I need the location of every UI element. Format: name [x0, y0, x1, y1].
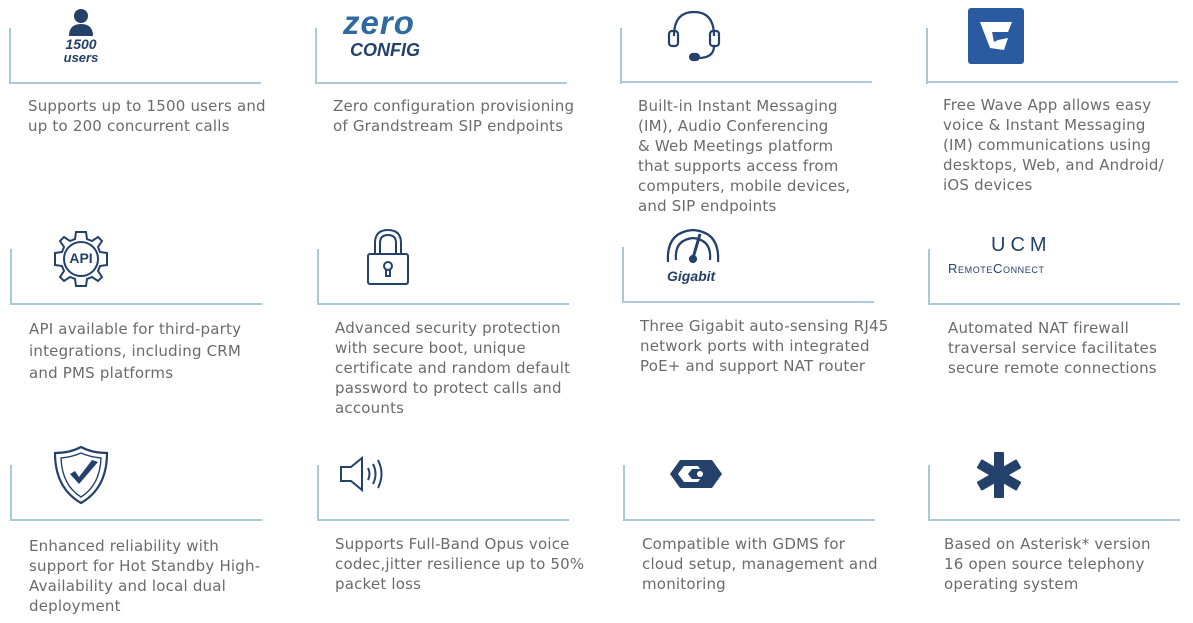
- desc-line: Compatible with GDMS for: [642, 535, 846, 553]
- desc-line: 16 open source telephony: [944, 555, 1145, 573]
- card-accent-vertical: [10, 249, 12, 305]
- feature-description: [333, 96, 583, 136]
- card-accent-horizontal: [10, 303, 262, 305]
- card-accent-horizontal: [9, 82, 261, 84]
- desc-line: support for Hot Standby High-: [29, 557, 261, 575]
- api-gear-icon: [50, 228, 112, 290]
- wave-app-icon: [968, 8, 1024, 64]
- desc-line: (IM), Audio Conferencing: [638, 117, 829, 135]
- desc-line: that supports access from: [638, 157, 839, 175]
- card-accent-horizontal: [317, 303, 569, 305]
- desc-line: Built-in Instant Messaging: [638, 97, 838, 115]
- desc-line: up to 200 concurrent calls: [28, 117, 230, 135]
- desc-line: Three Gigabit auto-sensing RJ45: [640, 317, 889, 335]
- card-accent-vertical: [928, 249, 930, 305]
- desc-line: accounts: [335, 399, 405, 417]
- desc-line: and PMS platforms: [29, 364, 174, 382]
- desc-line: Enhanced reliability with: [29, 537, 219, 555]
- desc-line: computers, mobile devices,: [638, 177, 851, 195]
- asterisk-icon: [974, 450, 1024, 500]
- desc-line: iOS devices: [943, 176, 1033, 194]
- gigabit-label: Gigabit: [667, 268, 716, 284]
- card-accent-vertical: [623, 465, 625, 521]
- feature-description: [948, 318, 1178, 378]
- desc-line: API available for third-party: [29, 320, 242, 338]
- feature-description: [943, 95, 1193, 195]
- feature-description: [642, 534, 892, 594]
- remoteconnect-logo-text: RemoteConnect: [948, 261, 1045, 276]
- desc-line: Zero configuration provisioning: [333, 97, 575, 115]
- desc-line: Supports up to 1500 users and: [28, 97, 266, 115]
- desc-line: deployment: [29, 597, 121, 615]
- zero-label: zero: [343, 4, 415, 41]
- card-accent-horizontal: [926, 81, 1178, 83]
- config-label: CONFIG: [350, 40, 420, 60]
- desc-line: Supports Full-Band Opus voice: [335, 535, 570, 553]
- desc-line: desktops, Web, and Android/: [943, 156, 1164, 174]
- desc-line: certificate and random default: [335, 359, 571, 377]
- desc-line: voice & Instant Messaging: [943, 116, 1146, 134]
- card-accent-horizontal: [623, 519, 875, 521]
- desc-line: network ports with integrated: [640, 337, 870, 355]
- card-accent-vertical: [9, 28, 11, 84]
- card-accent-vertical: [317, 249, 319, 305]
- desc-line: with secure boot, unique: [335, 339, 526, 357]
- desc-line: Based on Asterisk* version: [944, 535, 1151, 553]
- desc-line: secure remote connections: [948, 359, 1157, 377]
- card-accent-vertical: [622, 247, 624, 303]
- desc-line: & Web Meetings platform: [638, 137, 834, 155]
- feature-description: [29, 318, 279, 384]
- desc-line: Advanced security protection: [335, 319, 561, 337]
- gdms-icon: [668, 458, 724, 490]
- api-label: API: [69, 250, 93, 266]
- card-accent-horizontal: [928, 303, 1180, 305]
- feature-description: [29, 536, 279, 616]
- card-accent-horizontal: [317, 519, 569, 521]
- desc-line: (IM) communications using: [943, 136, 1151, 154]
- feature-description: [640, 316, 890, 376]
- card-accent-vertical: [315, 28, 317, 84]
- card-accent-horizontal: [315, 82, 567, 84]
- desc-line: integrations, including CRM: [29, 342, 242, 360]
- desc-line: monitoring: [642, 575, 726, 593]
- feature-description: [335, 534, 585, 594]
- card-accent-horizontal: [620, 81, 872, 83]
- desc-line: traversal service facilitates: [948, 339, 1157, 357]
- desc-line: PoE+ and support NAT router: [640, 357, 866, 375]
- feature-description: [944, 534, 1184, 594]
- desc-line: packet loss: [335, 575, 422, 593]
- card-accent-horizontal: [10, 519, 262, 521]
- feature-description: [638, 96, 888, 216]
- desc-line: of Grandstream SIP endpoints: [333, 117, 564, 135]
- card-accent-vertical: [926, 28, 928, 84]
- ucm-logo-text: UCM: [991, 234, 1052, 256]
- desc-line: cloud setup, management and: [642, 555, 878, 573]
- card-accent-vertical: [620, 28, 622, 84]
- desc-line: operating system: [944, 575, 1079, 593]
- ucm-remoteconnect-logo: [948, 234, 1108, 280]
- card-accent-horizontal: [928, 519, 1180, 521]
- desc-line: Availability and local dual: [29, 577, 227, 595]
- desc-line: codec,jitter resilience up to 50%: [335, 555, 585, 573]
- feature-description: [335, 318, 585, 418]
- speaker-icon: [338, 454, 390, 494]
- card-accent-horizontal: [622, 301, 874, 303]
- desc-line: Automated NAT firewall: [948, 319, 1129, 337]
- icon-label-1500: 1500: [65, 36, 97, 52]
- gigabit-gauge-icon: [662, 226, 724, 286]
- card-accent-vertical: [10, 465, 12, 521]
- headset-icon: [664, 6, 724, 66]
- desc-line: Free Wave App allows easy: [943, 96, 1152, 114]
- desc-line: and SIP endpoints: [638, 197, 777, 215]
- users-1500-icon: [56, 6, 106, 66]
- zero-config-icon: [343, 4, 438, 62]
- desc-line: password to protect calls and: [335, 379, 562, 397]
- card-accent-vertical: [317, 465, 319, 521]
- icon-label-users: users: [63, 50, 99, 65]
- shield-check-icon: [52, 444, 110, 506]
- card-accent-vertical: [928, 465, 930, 521]
- padlock-icon: [364, 226, 412, 288]
- feature-description: [28, 96, 278, 136]
